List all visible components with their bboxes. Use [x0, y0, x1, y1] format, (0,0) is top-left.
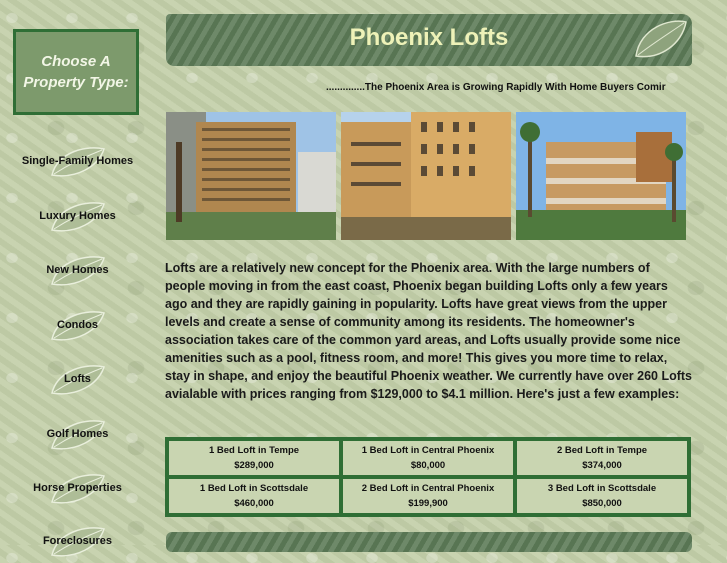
sidebar-item-label: Horse Properties	[33, 482, 122, 494]
announcement-marquee	[166, 82, 692, 98]
loft-title: 2 Bed Loft in Tempe	[556, 445, 648, 456]
footer-banner	[166, 532, 692, 552]
loft-price: $199,900	[408, 498, 448, 509]
leaf-icon	[630, 16, 690, 62]
loft-photo	[516, 112, 686, 240]
loft-listing-cell[interactable]	[343, 479, 513, 513]
sidebar-item-label: Golf Homes	[46, 428, 109, 440]
loft-price: $460,000	[234, 498, 274, 509]
table-row	[169, 441, 687, 475]
sidebar-item-lofts[interactable]	[0, 361, 155, 401]
sidebar-item-label: Condos	[57, 319, 98, 331]
loft-listing-cell[interactable]	[169, 479, 339, 513]
sidebar-item-condos[interactable]	[0, 307, 155, 347]
table-row	[169, 479, 687, 513]
sidebar	[0, 0, 155, 545]
sidebar-item-horse-properties[interactable]	[0, 470, 155, 510]
sidebar-item-label: New Homes	[46, 264, 109, 276]
loft-listing-cell[interactable]	[517, 441, 687, 475]
sidebar-item-luxury-homes[interactable]	[0, 198, 155, 238]
loft-title: 2 Bed Loft in Central Phoenix	[361, 483, 495, 494]
sidebar-item-single-family-homes[interactable]	[0, 143, 155, 183]
loft-photo-strip	[166, 112, 686, 240]
sidebar-item-golf-homes[interactable]	[0, 416, 155, 456]
loft-listings-table	[165, 437, 691, 517]
loft-photo	[166, 112, 336, 240]
choose-property-type-box	[13, 29, 139, 115]
loft-listing-cell[interactable]	[517, 479, 687, 513]
loft-listing-cell[interactable]	[343, 441, 513, 475]
loft-price: $80,000	[410, 460, 446, 471]
sidebar-item-new-homes[interactable]	[0, 252, 155, 292]
loft-price: $850,000	[582, 498, 622, 509]
sidebar-item-label: Luxury Homes	[39, 210, 116, 222]
choose-property-type-label: Choose A Property Type:	[23, 53, 129, 91]
sidebar-item-label: Single-Family Homes	[21, 155, 134, 167]
loft-title: 1 Bed Loft in Central Phoenix	[361, 445, 495, 456]
loft-title: 1 Bed Loft in Tempe	[208, 445, 300, 456]
loft-price: $374,000	[582, 460, 622, 471]
loft-listing-cell[interactable]	[169, 441, 339, 475]
announcement-text: ..............The Phoenix Area is Growing Rapidly With Home Buyers Comir	[326, 82, 666, 93]
sidebar-item-label: Foreclosures	[42, 535, 113, 547]
header-banner	[166, 14, 692, 66]
loft-price: $289,000	[234, 460, 274, 471]
intro-paragraph: Lofts are a relatively new concept for the Phoenix area. With the large numbers of people moving in from the east coast, Phoenix began building Lofts only a few years ago and they are rapidly gaining in popularity. Lofts have great views from the upper levels and create a sense of community among its residents. The homeowner's association takes care of the common yard areas, and Lofts usually provide some nice amenities such as a pool, fitness room, and more! This gives you more time to relax, stay in shape, and enjoy the beautiful Phoenix weather. We currently have over 260 Lofts avialable with prices ranging from $129,000 to $4.1 million. Here's just a few examples:	[165, 261, 693, 401]
page-title: Phoenix Lofts	[349, 24, 509, 51]
sidebar-item-foreclosures[interactable]	[0, 523, 155, 563]
sidebar-item-label: Lofts	[64, 373, 91, 385]
loft-photo	[341, 112, 511, 240]
loft-title: 1 Bed Loft in Scottsdale	[199, 483, 309, 494]
loft-title: 3 Bed Loft in Scottsdale	[547, 483, 657, 494]
